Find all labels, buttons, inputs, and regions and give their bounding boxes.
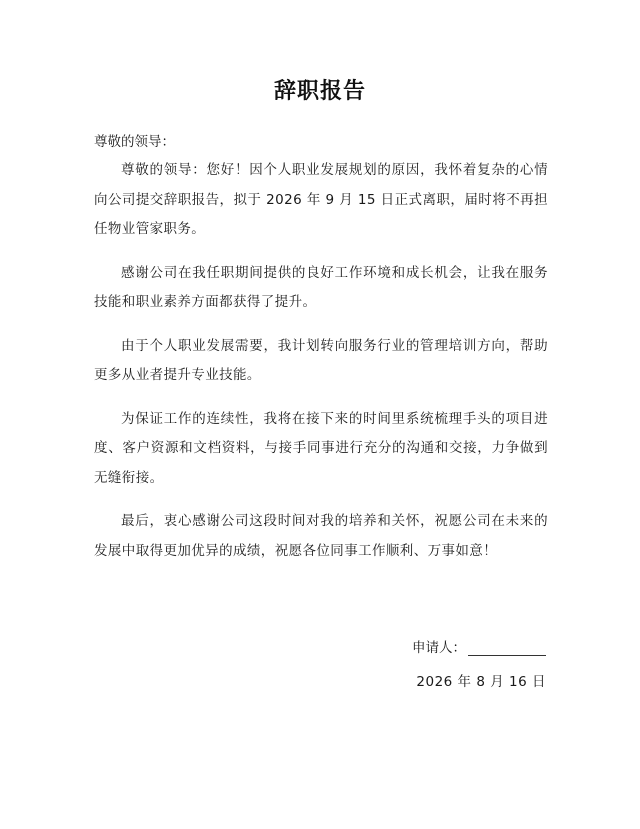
paragraph-plan: 由于个人职业发展需要，我计划转向服务行业的管理培训方向，帮助更多从业者提升专业技能。 [94, 337, 548, 383]
applicant-label: 申请人： [412, 640, 466, 656]
signature-line [468, 641, 546, 656]
submission-date: 2026 年 8 月 16 日 [416, 674, 546, 690]
letter-body [94, 156, 548, 580]
document-title: 辞职报告 [273, 79, 366, 104]
paragraph-handover: 为保证工作的连续性，我将在接下来的时间里系统梳理手头的项目进度、客户资源和文档资料，与接手同事进行充分的沟通和交接，力争做到无缝衔接。 [94, 410, 548, 486]
paragraph-closing: 最后，衷心感谢公司这段时间对我的培养和关怀，祝愿公司在未来的发展中取得更加优异的成绩，祝愿各位同事工作顺利、万事如意！ [94, 513, 548, 559]
salutation: 尊敬的领导： [94, 134, 175, 150]
paragraph-thanks: 感谢公司在我任职期间提供的良好工作环境和成长机会，让我在服务技能和职业素养方面都获得了提升。 [94, 264, 548, 310]
paragraph-reason: 尊敬的领导：您好！因个人职业发展规划的原因，我怀着复杂的心情向公司提交辞职报告，拟于 2026 年 9 月 15 日正式离职，届时将不再担任物业管家职务。 [94, 162, 548, 237]
applicant-signature [412, 636, 546, 656]
